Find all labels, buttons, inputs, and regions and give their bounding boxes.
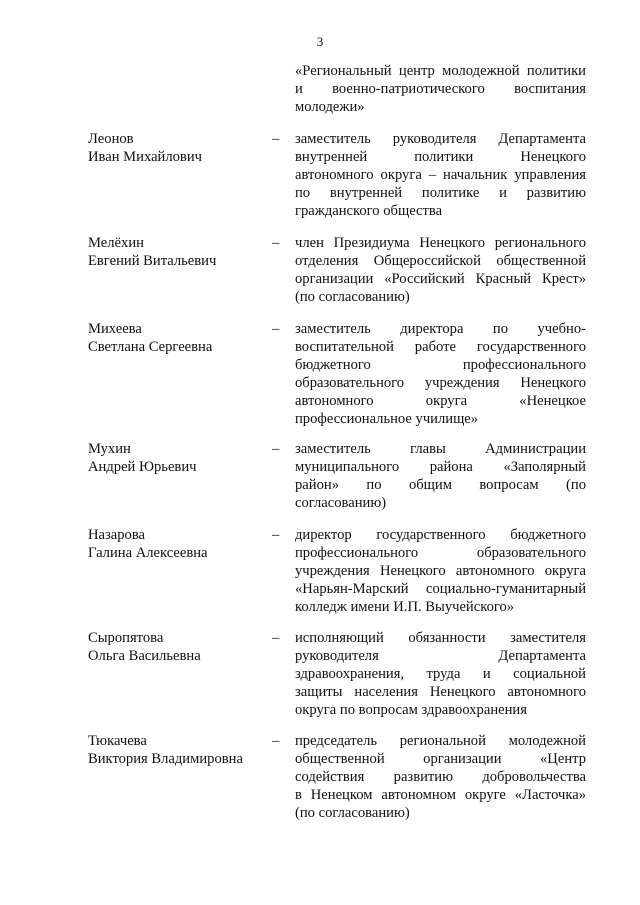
- desc-line: автономного округа «Ненецкое: [295, 393, 586, 409]
- member-given-name: Евгений Витальевич: [88, 253, 217, 269]
- member-name: [88, 440, 268, 476]
- dash: –: [272, 630, 280, 646]
- desc-line: заместитель директора по учебно-: [295, 321, 586, 337]
- desc-line: округа по вопросам здравоохранения: [295, 702, 527, 718]
- desc-line: муниципального района «Заполярный: [295, 459, 586, 475]
- desc-line: и военно-патриотического воспитания: [295, 81, 586, 97]
- member-position: [295, 440, 586, 512]
- member-given-name: Иван Михайлович: [88, 149, 202, 165]
- member-position: [295, 629, 586, 719]
- member-position: [295, 320, 586, 428]
- member-surname: Мухин: [88, 441, 131, 457]
- dash: –: [272, 131, 280, 147]
- desc-line: заместитель руководителя Департамента: [295, 131, 586, 147]
- member-name: [88, 234, 268, 270]
- member-position: [295, 234, 586, 306]
- desc-line: «Нарьян-Марский социально-гуманитарный: [295, 581, 586, 597]
- member-position: [295, 732, 586, 822]
- desc-line: организации «Российский Красный Крест»: [295, 271, 586, 287]
- desc-line: воспитательной работе государственного: [295, 339, 586, 355]
- desc-line: в Ненецком автономном округе «Ласточка»: [295, 787, 586, 803]
- desc-line: (по согласованию): [295, 805, 410, 821]
- desc-line: образовательного учреждения Ненецкого: [295, 375, 586, 391]
- dash: –: [272, 527, 280, 543]
- desc-line: директор государственного бюджетного: [295, 527, 586, 543]
- desc-line: район» по общим вопросам (по: [295, 477, 586, 493]
- desc-line: заместитель главы Администрации: [295, 441, 586, 457]
- member-name: [88, 526, 268, 562]
- page-number: 3: [316, 34, 324, 49]
- desc-line: (по согласованию): [295, 289, 410, 305]
- desc-line: колледж имени И.П. Выучейского»: [295, 599, 515, 615]
- desc-line: отделения Общероссийской общественной: [295, 253, 586, 269]
- desc-line: внутренней политики Ненецкого: [295, 149, 586, 165]
- member-surname: Сыропятова: [88, 630, 164, 646]
- desc-line: исполняющий обязанности заместителя: [295, 630, 586, 646]
- member-given-name: Галина Алексеевна: [88, 545, 208, 561]
- member-given-name: Андрей Юрьевич: [88, 459, 197, 475]
- member-surname: Леонов: [88, 131, 134, 147]
- desc-line: член Президиума Ненецкого регионального: [295, 235, 586, 251]
- desc-line: бюджетного профессионального: [295, 357, 586, 373]
- desc-line: автономного округа – начальник управления: [295, 167, 586, 183]
- member-given-name: Светлана Сергеевна: [88, 339, 213, 355]
- desc-line: согласованию): [295, 495, 387, 511]
- desc-line: по внутренней политике и развитию: [295, 185, 586, 201]
- desc-line: учреждения Ненецкого автономного округа: [295, 563, 586, 579]
- desc-line: содействия развитию добровольчества: [295, 769, 586, 785]
- member-name: [88, 629, 268, 665]
- member-name: [88, 320, 268, 356]
- desc-line: руководителя Департамента: [295, 648, 586, 664]
- desc-line: защиты населения Ненецкого автономного: [295, 684, 586, 700]
- member-given-name: Ольга Васильевна: [88, 648, 201, 664]
- dash: –: [272, 321, 280, 337]
- member-surname: Назарова: [88, 527, 146, 543]
- desc-line: здравоохранения, труда и социальной: [295, 666, 586, 682]
- member-given-name: Виктория Владимировна: [88, 751, 243, 767]
- member-name: [88, 732, 268, 768]
- desc-line: гражданского общества: [295, 203, 443, 219]
- dash: –: [272, 441, 280, 457]
- desc-line: председатель региональной молодежной: [295, 733, 586, 749]
- desc-line: профессионального образовательного: [295, 545, 586, 561]
- member-position: [295, 526, 586, 616]
- member-surname: Михеева: [88, 321, 142, 337]
- desc-line: общественной организации «Центр: [295, 751, 586, 767]
- dash: –: [272, 733, 280, 749]
- member-surname: Мелёхин: [88, 235, 144, 251]
- dash: –: [272, 235, 280, 251]
- member-position: [295, 130, 586, 220]
- desc-line: «Региональный центр молодежной политики: [295, 63, 586, 79]
- continuation-text: [295, 62, 586, 116]
- member-name: [88, 130, 268, 166]
- desc-line: молодежи»: [295, 99, 365, 115]
- member-surname: Тюкачева: [88, 733, 147, 749]
- desc-line: профессиональное училище»: [295, 411, 479, 427]
